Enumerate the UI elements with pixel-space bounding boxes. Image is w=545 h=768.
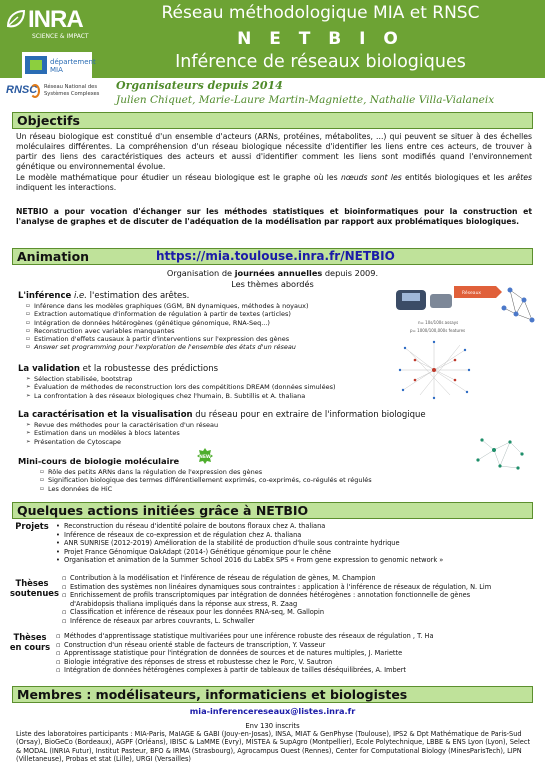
- list-item: ▫ Estimation d'effets causaux à partir d'interventions sur l'expression des gènes: [26, 335, 290, 344]
- list-item-text: Classification et inférence de réseaux pour les données RNA-seq, M. Gallopin: [70, 608, 325, 616]
- list-item-text: ANR SUNRISE (2012-2019) Amélioration de la stabilité de production d'huile sous contrainte hydrique: [64, 539, 400, 547]
- theses-soutenues-label: Thèses soutenues: [10, 578, 59, 598]
- list-item: ▫ Enrichissement de profils transcriptomiques par intégration de données hétérogènes : annotation fonctionnelle de gènes: [62, 591, 471, 599]
- caracterisation-list: [26, 421, 218, 446]
- list-item: ▫ Answer set programming pour l'exploration de l'ensemble des états d'un réseau: [26, 343, 296, 352]
- header-title-netbio: N E T B I O: [237, 29, 404, 49]
- figure-label-assays: n= 10s/100s assays: [418, 320, 459, 325]
- animation-text: Organisation de: [166, 268, 235, 278]
- list-item: ▫ Classification et inférence de réseaux pour les données RNA-seq, M. Gallopin: [62, 608, 325, 616]
- list-item-text: Construction d'un réseau orienté stable de facteurs de transcription, Y. Vasseur: [64, 640, 326, 649]
- list-item: ➢ Revue des méthodes pour la caractérisation d'un réseau: [26, 421, 219, 429]
- list-item-text: Estimation d'effets causaux à partir d'interventions sur l'expression des gènes: [34, 335, 290, 344]
- list-item: ▫ Signification biologique des termes différentiellement exprimés, co-exprimés, co-régulés et régulés: [40, 476, 372, 485]
- section-actions-bar: [12, 502, 533, 519]
- inra-leaf-icon: [4, 8, 28, 32]
- netbio-website-link[interactable]: https://mia.toulouse.inra.fr/NETBIO: [156, 249, 395, 263]
- list-item-text: Sélection stabilisée, bootstrap: [34, 375, 133, 383]
- topic-inference-keyword: L'inférence: [18, 291, 72, 301]
- cytoscape-network-figure: [470, 430, 532, 476]
- inra-tagline: SCIENCE & IMPACT: [32, 33, 89, 40]
- topic-validation-text: et la robustesse des prédictions: [79, 364, 219, 374]
- rnsc-mark: RNSC: [6, 84, 38, 96]
- topic-inference-text: l'estimation des arêtes.: [86, 291, 190, 301]
- list-item: • Organisation et animation de la Summer School 2016 du LabEx SPS « From gene expression to genomic network »: [56, 556, 444, 564]
- list-item-text: Answer set programming pour l'exploration de l'ensemble des états d'un réseau: [34, 343, 296, 352]
- list-item-text: Estimation des systèmes non linéaires dynamiques sous contraintes : application à l'inférence de réseaux de régulation, N. Lim: [70, 582, 492, 591]
- rnsc-text: Réseau National des Systèmes Complexes: [44, 84, 100, 97]
- list-item: ▫ Reconstruction avec variables manquantes: [26, 326, 175, 335]
- list-item-text: Apprentissage statistique pour l'intégration de données de sources et de natures multiples, J. Mariette: [64, 649, 403, 657]
- rnsc-logo: [6, 82, 106, 106]
- list-item: ▫ Extraction automatique d'information de régulation à partir de textes (articles): [26, 310, 291, 319]
- list-item-text: Contribution à la modélisation et l'inférence de réseau de régulation de gènes, M. Champion: [70, 574, 376, 582]
- topic-minicours-title: [18, 456, 179, 466]
- section-objectifs-heading: Objectifs: [17, 113, 80, 128]
- objectifs-paragraph-1: Un réseau biologique est constitué d'un ensemble d'acteurs (ARNs, protéines, métabolites, ...) qui peuvent se situer à des échelles moléculaires différentes. La compréhension d'un réseau biologique nécessite d'identifier les liens entre ces acteurs, de trouver à partir des liens des caractéristiques des acteurs et aussi d'identifier comment les liens sont modifiés quand l'environnement génétique ou environnemental évolue.: [16, 132, 532, 172]
- list-item: • Inférence de réseaux de co-expression et de régulation chez A. thaliana: [56, 530, 302, 539]
- inference-pipeline-figure: [392, 280, 537, 338]
- projets-list: [56, 522, 443, 565]
- objectifs-nodes-term: nœuds sont les: [341, 173, 402, 182]
- objectifs-paragraph-2: [16, 173, 532, 193]
- validation-network-figure: [395, 340, 473, 400]
- list-item-text: Estimation dans un modèles à blocs latentes: [34, 429, 180, 438]
- inference-list: [26, 302, 309, 352]
- rnsc-ring-icon: [30, 84, 40, 98]
- list-item-text: Reconstruction du réseau d'identité polaire de boutons floraux chez A. thaliana: [64, 522, 326, 530]
- list-item: • Reconstruction du réseau d'identité polaire de boutons floraux chez A. thaliana: [56, 522, 326, 530]
- list-item-text: La confrontation à des réseaux biologiques chez l'humain, B. Subtillis et A. thaliana: [34, 391, 306, 400]
- list-item: ▫ Apprentissage statistique pour l'intégration de données de sources et de natures multiples, J. Mariette: [56, 649, 403, 657]
- new-badge-icon: [197, 448, 213, 464]
- list-item: ▫ Contribution à la modélisation et l'inférence de réseau de régulation de gènes, M. Champion: [62, 574, 376, 582]
- list-item-text: Enrichissement de profils transcriptomiques par intégration de données hétérogènes : annotation fonctionnelle de gènes: [70, 591, 471, 599]
- topic-validation-keyword: La validation: [18, 364, 80, 374]
- topic-inference-ie: i.e.: [71, 291, 87, 301]
- projets-label: Projets: [15, 521, 49, 531]
- list-item: ➢ Estimation dans un modèles à blocs latentes: [26, 429, 180, 438]
- list-item-text: Rôle des petits ARNs dans la régulation de l'expression des gènes: [48, 468, 263, 476]
- inra-logo-text: INRA: [28, 6, 83, 33]
- organisers-title: Organisateurs depuis 2014: [116, 79, 283, 92]
- list-item: ➢ Présentation de Cytoscape: [26, 437, 122, 446]
- validation-list: [26, 375, 336, 400]
- list-item-text: Organisation et animation de la Summer School 2016 du LabEx SPS « From gene expression to genomic network »: [64, 556, 444, 564]
- header-title-line3: Inférence de réseaux biologiques: [175, 52, 466, 72]
- objectifs-edges-term: arêtes: [507, 173, 532, 182]
- inra-logo: [4, 4, 92, 44]
- topic-minicours-keyword: Mini-cours de biologie moléculaire: [18, 456, 180, 466]
- dept-mia-logo: [22, 52, 96, 78]
- list-item-text: Extraction automatique d'information de régulation à partir de textes (articles): [34, 310, 291, 319]
- header-title-line1: Réseau méthodologique MIA et RNSC: [161, 3, 480, 23]
- topic-caracterisation-text: du réseau pour en extraire de l'information biologique: [192, 410, 426, 420]
- animation-annual-days: journées annuelles: [234, 268, 323, 278]
- topic-caracterisation-keyword: La caractérisation et la visualisation: [18, 410, 193, 420]
- subscriber-count: Env 130 inscrits: [245, 722, 300, 730]
- list-item-text: d'Arabidopsis thaliana impliqués dans la réponse aux stress, R. Zaag: [70, 599, 298, 608]
- figure-label-features: p= 1000/100,000s features: [410, 328, 466, 333]
- theses-en-cours-list: [56, 632, 434, 675]
- topic-caracterisation-title: [18, 410, 426, 420]
- section-membres-heading: Membres : modélisateurs, informaticiens et biologistes: [17, 687, 408, 702]
- animation-themes-label: Les thèmes abordés: [231, 279, 314, 289]
- list-item: ➢ Sélection stabilisée, bootstrap: [26, 375, 133, 383]
- objectifs-text: indiquent les interactions.: [16, 183, 117, 193]
- minicours-list: [40, 468, 372, 493]
- objectifs-text: entités biologiques et les: [401, 173, 508, 182]
- list-item: ▫ Construction d'un réseau orienté stable de facteurs de transcription, Y. Vasseur: [56, 640, 326, 649]
- list-item: • Projet France Génomique OakAdapt (2014-) Génétique génomique pour le chêne: [56, 547, 331, 556]
- list-item-text: Évaluation de méthodes de reconstruction lors des compétitions DREAM (données simulées): [34, 383, 336, 392]
- list-item-text: Revue des méthodes pour la caractérisation d'un réseau: [34, 421, 219, 429]
- dept-mia-text: département MIA: [50, 58, 96, 74]
- header-banner: [0, 0, 545, 78]
- new-badge-text: NEW: [199, 455, 211, 460]
- section-actions-heading: Quelques actions initiées grâce à NETBIO: [17, 503, 309, 518]
- objectifs-text: Le modèle mathématique pour étudier un réseau biologique est le graphe où les: [16, 173, 341, 182]
- theses-en-cours-label: Thèses en cours: [9, 632, 51, 652]
- list-item-text: Projet France Génomique OakAdapt (2014-) Génétique génomique pour le chêne: [64, 547, 331, 556]
- list-item-text: Inférence de réseaux de co-expression et de régulation chez A. thaliana: [64, 530, 302, 539]
- list-item: ▫ Rôle des petits ARNs dans la régulation de l'expression des gènes: [40, 468, 263, 476]
- list-item-text: Reconstruction avec variables manquantes: [34, 326, 175, 335]
- list-item-text: Intégration de données hétérogènes (génétique génomique, RNA-Seq...): [34, 318, 270, 327]
- list-item: ▫ Méthodes d'apprentissage statistique multivariées pour une inférence robuste des réseaux de régulation , T. Ha: [56, 632, 434, 640]
- mailing-list-email-link[interactable]: mia-inferencereseaux@listes.inra.fr: [189, 706, 356, 716]
- list-item-text: Intégration de données hétérogènes complexes à partir de tableaux de tailles déséquilibrées, A. Imbert: [64, 666, 406, 674]
- list-item-text: Méthodes d'apprentissage statistique multivariées pour une inférence robuste des réseaux de régulation , T. Ha: [64, 632, 434, 640]
- animation-organisation-line: [0, 268, 545, 278]
- laboratories-list: Liste des laboratoires participants : MIA-Paris, MaIAGE & GABI (Jouy-en-Josas), INSA, MIAT & GenPhyse (Toulouse), IPS2 & Dpt Mathématique de Paris-Sud (Orsay), BioGeCo (Bordeaux), AGPF (Orléans), IBISC & LaMME (Evry), MISTEA & SupAgro (Montpellier), Ecole Polytechnique, LBBE & ENS Lyon (Lyon), Select & MODAL (INRIA Futur), Institut Pasteur, BFO & IRMA (Strasbourg), Agrocampus Ouest (Rennes), Center for Computational Biology (MinesParisTech), LIPN (Villetaneuse), Probas et stat (Lille), URGI (Versailles): [16, 730, 531, 764]
- objectifs-mission-statement: NETBIO a pour vocation d'échanger sur les méthodes statistiques et bioinformatiques pour la construction et l'analyse de graphes et de discuter de l'adéquation de la modélisation par rapport aux problématiques biologiques.: [16, 207, 532, 227]
- list-item: ▫ Intégration de données hétérogènes complexes à partir de tableaux de tailles déséquilibrées, A. Imbert: [56, 666, 406, 674]
- figure-label-networks: Réseaux: [462, 291, 482, 296]
- section-membres-bar: [12, 686, 533, 703]
- clustered-network-icon: [478, 440, 522, 468]
- list-item: ▫ Les données de HiC: [40, 484, 113, 493]
- list-item: ▫ Inférence dans les modèles graphiques (GGM, BN dynamiques, méthodes à noyaux): [26, 302, 309, 310]
- animation-text: depuis 2009.: [322, 268, 379, 278]
- list-item: ▫ Inférence de réseaux par arbres couvrants, L. Schwaller: [62, 616, 255, 625]
- list-item-text: Inférence dans les modèles graphiques (GGM, BN dynamiques, méthodes à noyaux): [34, 302, 309, 310]
- list-item: ➢ La confrontation à des réseaux biologiques chez l'humain, B. Subtillis et A. thaliana: [26, 391, 306, 400]
- section-animation-heading: Animation: [17, 249, 90, 264]
- topic-validation-title: [18, 364, 218, 374]
- section-objectifs-bar: [12, 112, 533, 129]
- list-item: • ANR SUNRISE (2012-2019) Amélioration de la stabilité de production d'huile sous contrainte hydrique: [56, 539, 400, 547]
- list-item-text: Les données de HiC: [48, 484, 113, 493]
- topic-inference-title: [18, 291, 189, 301]
- list-item: ▫ Biologie intégrative des réponses de stress et robustesse chez le Porc, V. Sautron: [56, 657, 333, 666]
- list-item: ➢ Évaluation de méthodes de reconstruction lors des compétitions DREAM (données simulées): [26, 383, 336, 392]
- organisers-names: Julien Chiquet, Marie-Laure Martin-Magniette, Nathalie Villa-Vialaneix: [116, 94, 495, 106]
- list-item: ▫ Intégration de données hétérogènes (génétique génomique, RNA-Seq...): [26, 318, 270, 327]
- list-item: ▫ Estimation des systèmes non linéaires dynamiques sous contraintes : application à l'inférence de réseaux de régulation, N. Lim: [62, 582, 492, 591]
- list-item-text: Signification biologique des termes différentiellement exprimés, co-exprimés, co-régulés et régulés: [48, 476, 372, 485]
- dept-mia-icon: [25, 56, 47, 74]
- list-item: [62, 600, 491, 609]
- list-item-text: Inférence de réseaux par arbres couvrants, L. Schwaller: [70, 616, 255, 625]
- logos: [2, 4, 96, 76]
- list-item-text: Présentation de Cytoscape: [34, 437, 122, 446]
- list-item-text: Biologie intégrative des réponses de stress et robustesse chez le Porc, V. Sautron: [64, 657, 333, 666]
- theses-soutenues-list: [62, 574, 491, 625]
